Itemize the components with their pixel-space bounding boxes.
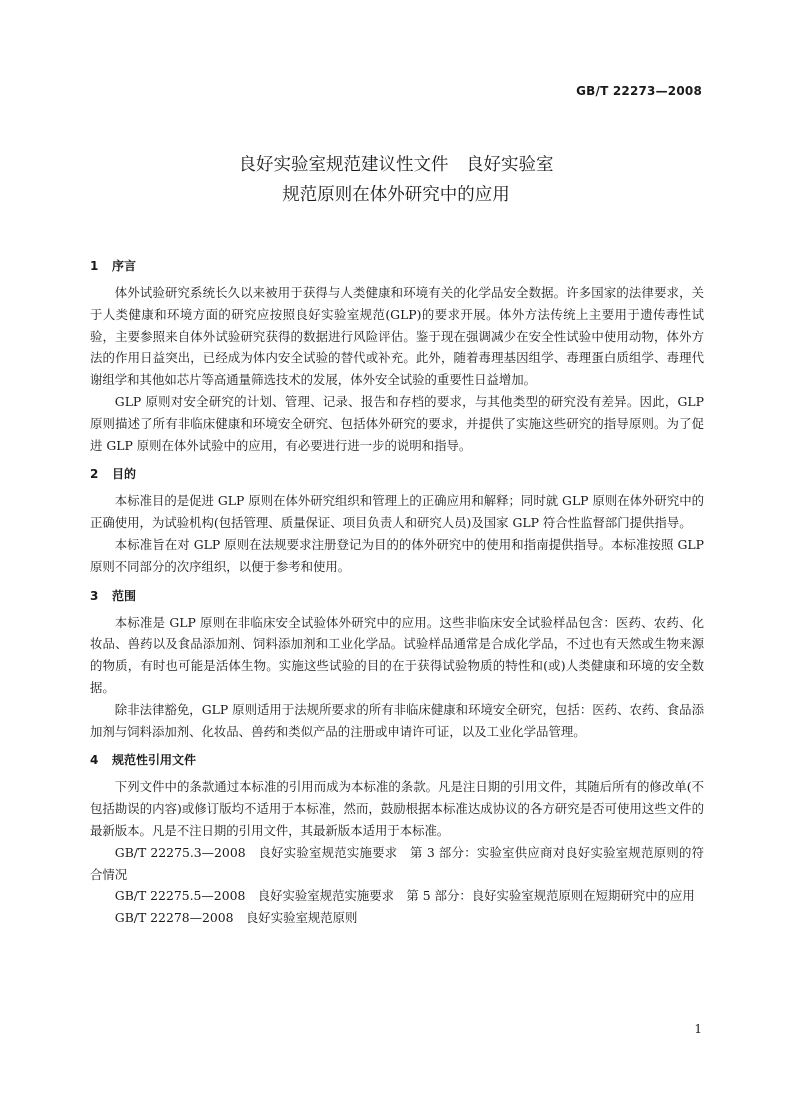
section-normative-references: [90, 750, 704, 929]
section-preface: [90, 256, 704, 456]
section-heading: [90, 256, 704, 276]
page-number: 1: [694, 1022, 702, 1036]
section-heading: [90, 464, 704, 484]
paragraph: 除非法律豁免，GLP 原则适用于法规所要求的所有非临床健康和环境安全研究，包括：医药、农药、食品添加剂与饲料添加剂、化妆品、兽药和类似产品的注册或申请许可证，以及工业化学品管理。: [90, 701, 704, 739]
section-title: 目的: [112, 467, 137, 482]
reference-entry: GB/T 22275.5—2008 良好实验室规范实施要求 第 5 部分：良好实验室规范原则在短期研究中的应用: [114, 888, 695, 904]
section-number: 2: [90, 467, 99, 482]
title-line-2: 规范原则在体外研究中的应用: [282, 185, 510, 205]
paragraph: 本标准旨在对 GLP 原则在法规要求注册登记为目的的体外研究中的使用和指南提供指导。本标准按照 GLP 原则不同部分的次序组织，以便于参考和使用。: [90, 536, 704, 574]
paragraph: 下列文件中的条款通过本标准的引用而成为本标准的条款。凡是注日期的引用文件，其随后所有的修改单(不包括勘误的内容)或修订版均不适用于本标准，然而，鼓励根据本标准达成协议的各方研究是否可使用这些文件的最新版本。凡是不注日期的引用文件，其最新版本适用于本标准。: [90, 779, 704, 838]
section-title: 范围: [112, 588, 137, 603]
reference-entry: GB/T 22275.3—2008 良好实验室规范实施要求 第 3 部分：实验室供应商对良好实验室规范原则的符合情况: [90, 844, 704, 882]
standard-code: GB/T 22273—2008: [576, 84, 702, 98]
section-purpose: [90, 464, 704, 577]
paragraph: 本标准目的是促进 GLP 原则在体外研究组织和管理上的正确应用和解释；同时就 GLP 原则在体外研究中的正确使用，为试验机构(包括管理、质量保证、项目负责人和研究人员)及国家 GLP 符合性监督部门提供指导。: [90, 493, 704, 531]
title-line-1: 良好实验室规范建议性文件 良好实验室: [238, 155, 554, 175]
section-scope: [90, 586, 704, 743]
section-number: 1: [90, 259, 99, 273]
section-title: 序言: [112, 259, 137, 273]
section-number: 4: [90, 753, 99, 768]
document-title: [0, 150, 792, 210]
section-title: 规范性引用文件: [112, 753, 197, 768]
section-heading: [90, 750, 704, 770]
section-heading: [90, 586, 704, 606]
paragraph: 体外试验研究系统长久以来被用于获得与人类健康和环境有关的化学品安全数据。许多国家的法律要求，关于人类健康和环境方面的研究应按照良好实验室规范(GLP)的要求开展。体外方法传统上主要用于遗传毒性试验，主要参照来自体外试验研究获得的数据进行风险评估。鉴于现在强调减少在安全性试验中使用动物，体外方法的作用日益突出，已经成为体内安全试验的替代或补充。此外，随着毒理基因组学、毒理蛋白质组学、毒理代谢组学和其他如芯片等高通量筛选技术的发展，体外安全试验的重要性日益增加。: [90, 285, 704, 388]
section-number: 3: [90, 588, 99, 603]
paragraph: GLP 原则对安全研究的计划、管理、记录、报告和存档的要求，与其他类型的研究没有差异。因此，GLP 原则描述了所有非临床健康和环境安全研究、包括体外研究的要求，并提供了实施这些研究的指导原则。为了促进 GLP 原则在体外试验中的应用，有必要进行进一步的说明和指导。: [90, 393, 704, 453]
reference-entry: GB/T 22278—2008 良好实验室规范原则: [114, 910, 358, 926]
paragraph: 本标准是 GLP 原则在非临床安全试验体外研究中的应用。这些非临床安全试验样品包含：医药、农药、化妆品、兽药以及食品添加剂、饲料添加剂和工业化学品。试验样品通常是合成化学品，不过也有天然或生物来源的物质，有时也可能是活体生物。实施这些试验的目的在于获得试验物质的特性和(或)人类健康和环境的安全数据。: [90, 614, 704, 695]
document-body: [90, 256, 704, 937]
